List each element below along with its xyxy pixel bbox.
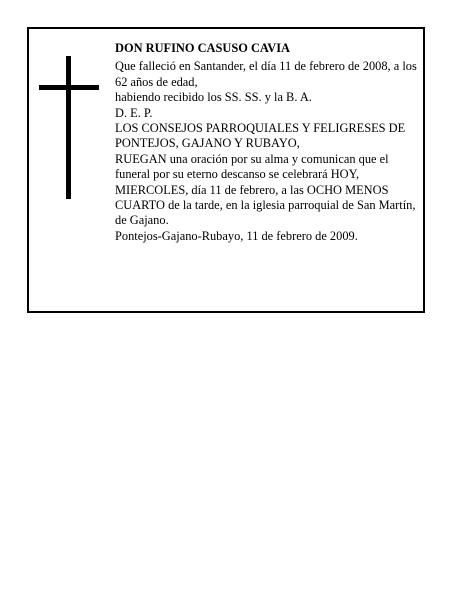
deceased-name: DON RUFINO CASUSO CAVIA [115,41,290,55]
notice-text [115,41,425,244]
rip-line: D. E. P. [115,105,153,120]
place-date-line: Pontejos-Gajano-Rubayo, 11 de febrero de 2009. [115,228,358,243]
cross-vertical-bar [66,56,71,199]
death-details: Que falleció en Santander, el día 11 de febrero de 2008, a los 62 años de edad, [115,59,417,89]
parish-councils-line: LOS CONSEJOS PARROQUIALES Y FELIGRESES DE PONTEJOS, GAJANO Y RUBAYO, [115,121,406,151]
latin-cross-icon [39,56,99,199]
sacraments-line: habiendo recibido los SS. SS. y la B. A. [115,90,312,105]
obituary-notice [27,27,425,313]
cross-horizontal-bar [39,85,99,90]
funeral-announcement: RUEGAN una oración por su alma y comunican que el funeral por su eterno descanso se celebrará HOY, MIERCOLES, día 11 de febrero, a las OCHO MENOS CUARTO de la tarde, en la iglesia parroquial de San Martín, de Gajano. [115,151,416,228]
